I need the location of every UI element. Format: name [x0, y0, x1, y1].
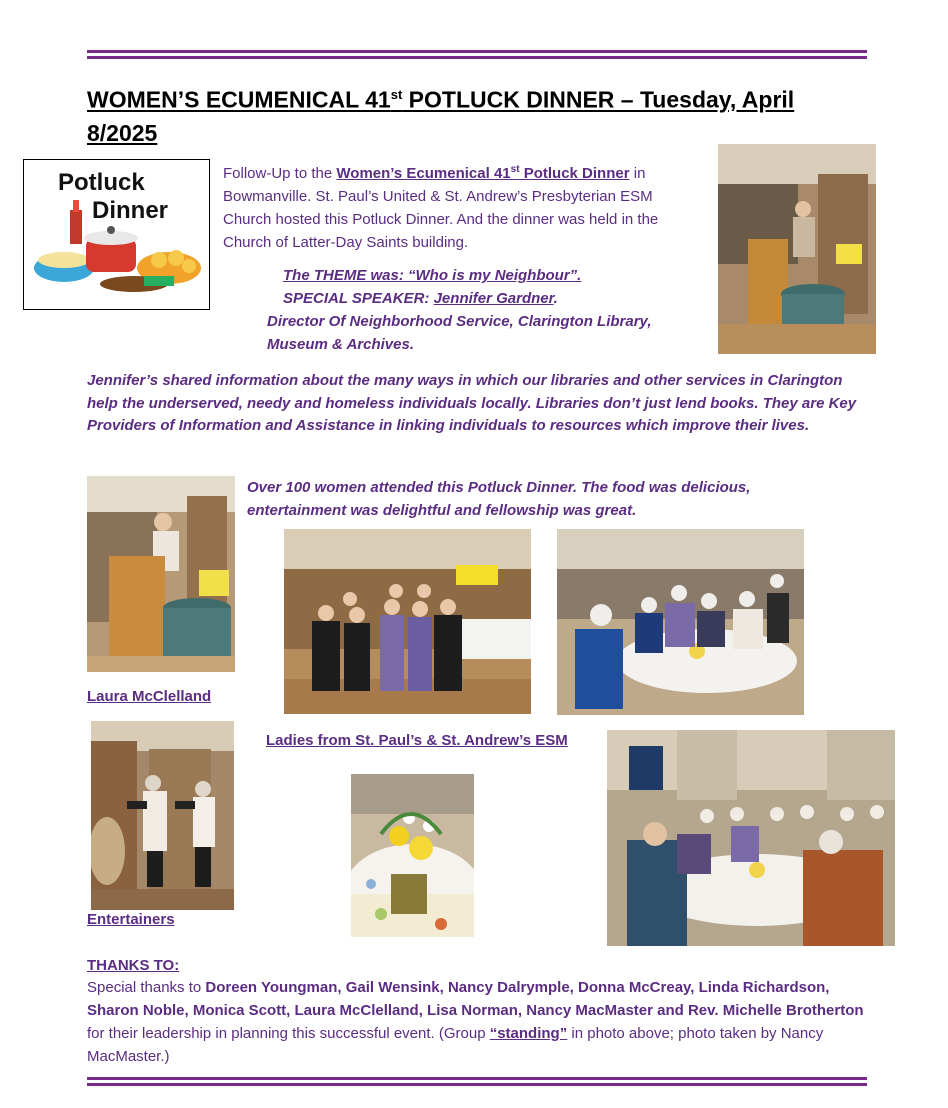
speaker-podium-photo: [718, 144, 876, 354]
speaker-name-link[interactable]: Jennifer Gardner: [433, 290, 554, 307]
caption-laura: Laura McClelland: [87, 688, 212, 705]
entertainers-photo: [91, 721, 234, 910]
logo-word-2: Dinner: [92, 197, 169, 224]
speaker-role: Director Of Neighborhood Service, Clarington Library, Museum & Archives.: [267, 313, 652, 353]
speaker-line: SPECIAL SPEAKER: Jennifer Gardner.: [283, 290, 558, 307]
theme-line: The THEME was: “Who is my Neighbour”.: [283, 267, 582, 284]
potluck-dinner-logo: [23, 159, 210, 310]
potluck-food-icon: [24, 160, 209, 309]
laura-mcclelland-photo: [87, 476, 235, 672]
potluck-dinner-link[interactable]: Women’s Ecumenical 41st Potluck Dinner: [336, 164, 630, 182]
page-title: WOMEN’S ECUMENICAL 41st POTLUCK DINNER – Tuesday, April 8/2025: [87, 86, 795, 146]
intro-paragraph: Follow-Up to the Women’s Ecumenical 41st Potluck Dinner in Bowmanville. St. Paul’s United & St. Andrew’s Presbyterian ESM Church hosted this Potluck Dinner. And the dinner was held in the Church of Latter-Day Saints building.: [223, 164, 659, 251]
jennifer-paragraph: Jennifer’s shared information about the many ways in which our libraries and other services in Clarington help the underserved, needy and homeless individuals locally. Libraries don’t just lend books. They are Key Providers of Information and Assistance in linking individuals to resources which improve their lives.: [87, 372, 857, 434]
top-divider: [87, 50, 867, 59]
thanks-paragraph: Special thanks to Doreen Youngman, Gail Wensink, Nancy Dalrymple, Donna McCreay, Linda Richardson, Sharon Noble, Monica Scott, Laura McClelland, Lisa Norman, Nancy MacMaster and Rev. Michelle Brotherton for their leadership in planning this successful event. (Group “standing” in photo above; photo taken by Nancy MacMaster.): [87, 979, 864, 1065]
attendance-paragraph: Over 100 women attended this Potluck Dinner. The food was delicious, entertainment was delightful and fellowship was great.: [247, 479, 751, 519]
logo-word-1: Potluck: [58, 169, 145, 196]
centerpiece-photo: [351, 774, 474, 937]
group-standing-photo: [284, 529, 531, 714]
bottom-divider: [87, 1077, 867, 1086]
caption-ladies: Ladies from St. Paul’s & St. Andrew’s ESM: [266, 732, 568, 749]
thanks-heading: THANKS TO:: [87, 957, 180, 974]
dining-table-photo: [557, 529, 804, 715]
caption-entertainers: Entertainers: [87, 911, 175, 928]
hall-crowd-photo: [607, 730, 895, 946]
theme-block: [283, 264, 703, 310]
standing-text: “standing”: [489, 1025, 568, 1042]
